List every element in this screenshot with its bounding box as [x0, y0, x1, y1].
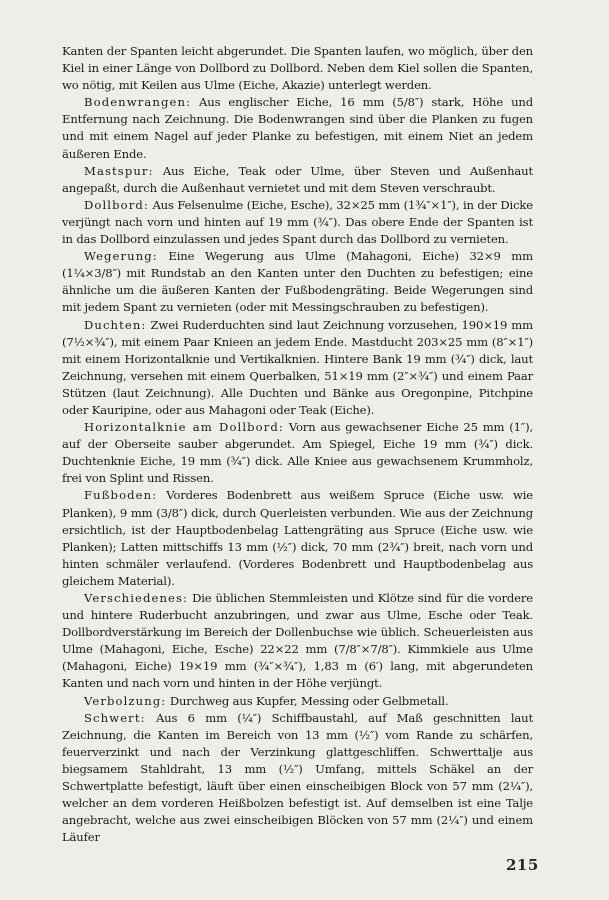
- page-number: 215: [506, 856, 539, 874]
- section-heading: Wegerung:: [84, 249, 158, 264]
- paragraph-dollbord: [62, 197, 533, 248]
- paragraph-text: Aus englischer Eiche, 16 mm (5/8″) stark, Höhe und Entfernung nach Zeichnung. Die Bodenwrangen sind über die Planken zu fugen und mit einem Nagel auf jeder Planke zu befestigen, mit einem Niet an jedem äußeren Ende.: [62, 95, 533, 161]
- section-heading: Duchten:: [84, 317, 147, 332]
- section-heading: Dollbord:: [84, 197, 149, 212]
- paragraph-bodenwrangen: [62, 94, 533, 162]
- paragraph-fussboden: [62, 487, 533, 590]
- section-heading: Schwert:: [84, 710, 146, 725]
- paragraph-duchten: [62, 317, 533, 420]
- paragraph-text: Die üblichen Stemmleisten und Klötze sind für die vordere und hintere Ruderbucht anzubringen, und zwar aus Ulme, Esche oder Teak. Dollbordverstärkung im Bereich der Dollenbuchse wie üblich. Scheuerleisten aus Ulme (Mahagoni, Eiche, Esche) 22×22 mm (7/8″×7/8″). Kimmkiele aus Ulme (Mahagoni, Eiche) 19×19 mm (¾″×¾″), 1,83 m (6′) lang, mit abgerundeten Kanten und nach vorn und hinten in der Höhe verjüngt.: [62, 591, 533, 691]
- section-heading: Verschiedenes:: [84, 591, 189, 605]
- paragraph-intro: [62, 43, 533, 94]
- paragraph-text: Kanten der Spanten leicht abgerundet. Die Spanten laufen, wo möglich, über den Kiel in einer Länge von Dollbord zu Dollbord. Neben dem Kiel sollen die Spanten, wo nötig, mit Keilen aus Ulme (Eiche, Akazie) unterlegt werden.: [62, 44, 533, 93]
- paragraph-verschiedenes: [62, 590, 533, 693]
- paragraph-text: Durchweg aus Kupfer, Messing oder Gelbmetall.: [166, 693, 449, 708]
- paragraph-text: Vorderes Bodenbrett aus weißem Spruce (Eiche usw. wie Planken), 9 mm (3/8″) dick, durch Querleisten verbunden. Wie aus der Zeichnung ersichtlich, ist der Hauptbodenbelag Lattengräting aus Spruce (Eiche usw. wie Planken); Latten mittschiffs 13 mm (½″) dick, 70 mm (2¾″) breit, nach vorn und hinten schmäler verlaufend. (Vorderes Bodenbrett und Hauptbodenbelag aus gleichem Material).: [62, 488, 533, 588]
- paragraph-horizontalknie: [62, 419, 533, 487]
- paragraph-text: Zwei Ruderduchten sind laut Zeichnung vorzusehen, 190×19 mm (7½×¾″), mit einem Paar Knieen an jedem Ende. Mastducht 203×25 mm (8″×1″) mit einem Horizontalknie und Vertikalknien. Hintere Bank 19 mm (¾″) dick, laut Zeichnung, versehen mit einem Querbalken, 51×19 mm (2″×¾″) und einem Paar Stützen (laut Zeichnung). Alle Duchten und Bänke aus Oregonpine, Pitchpine oder Kauripine, oder aus Mahagoni oder Teak (Eiche).: [62, 317, 533, 417]
- paragraph-schwert: [62, 710, 533, 847]
- section-heading: Bodenwrangen:: [84, 95, 192, 110]
- paragraph-text: Aus Eiche, Teak oder Ulme, über Steven und Außenhaut angepaßt, durch die Außenhaut vernietet und mit dem Steven verschraubt.: [62, 163, 533, 195]
- section-heading: Verbolzung:: [84, 693, 167, 708]
- paragraph-mastspur: [62, 163, 533, 197]
- paragraph-text: Aus Felsenulme (Eiche, Esche), 32×25 mm (1¾″×1″), in der Dicke verjüngt nach vorn und hinten auf 19 mm (¾″). Das obere Ende der Spanten ist in das Dollbord einzulassen und jedes Spant durch das Dollbord zu vernieten.: [62, 197, 533, 247]
- section-heading: Mastspur:: [84, 163, 154, 178]
- paragraph-text: Vorn aus gewachsener Eiche 25 mm (1″), auf der Oberseite sauber abgerundet. Am Spiegel, Eiche 19 mm (¾″) dick. Duchtenknie Eiche, 19 mm (¾″) dick. Alle Kniee aus gewachsenem Krummholz, frei von Splint und Rissen.: [62, 420, 533, 486]
- section-heading: Fußboden:: [84, 488, 158, 503]
- paragraph-wegerung: [62, 248, 533, 316]
- paragraph-text: Eine Wegerung aus Ulme (Mahagoni, Eiche) 32×9 mm (1¼×3/8″) mit Rundstab an den Kanten unter den Duchten zu befestigen; eine ähnliche um die äußeren Kanten der Fußbodengräting. Beide Wegerungen sind mit jedem Spant zu vernieten (oder mit Messingschrauben zu befestigen).: [62, 249, 533, 315]
- section-heading: Horizontalknie am Dollbord:: [84, 420, 284, 435]
- paragraph-text: Aus 6 mm (¼″) Schiffbaustahl, auf Maß geschnitten laut Zeichnung, die Kanten im Bereich von 13 mm (½″) vom Rande zu schärfen, feuerverzinkt und nach der Verzinkung glattgeschliffen. Schwerttalje aus biegsamem Stahldraht, 13 mm (½″) Umfang, mittels Schäkel an der Schwertplatte befestigt, läuft über einen einscheibigen Block von 57 mm (2¼″), welcher an dem vorderen Heißbolzen befestigt ist. Auf demselben ist eine Talje angebracht, welche aus zwei einscheibigen Blöcken von 57 mm (2¼″) und einem Läufer: [62, 710, 533, 845]
- paragraph-verbolzung: [62, 693, 533, 710]
